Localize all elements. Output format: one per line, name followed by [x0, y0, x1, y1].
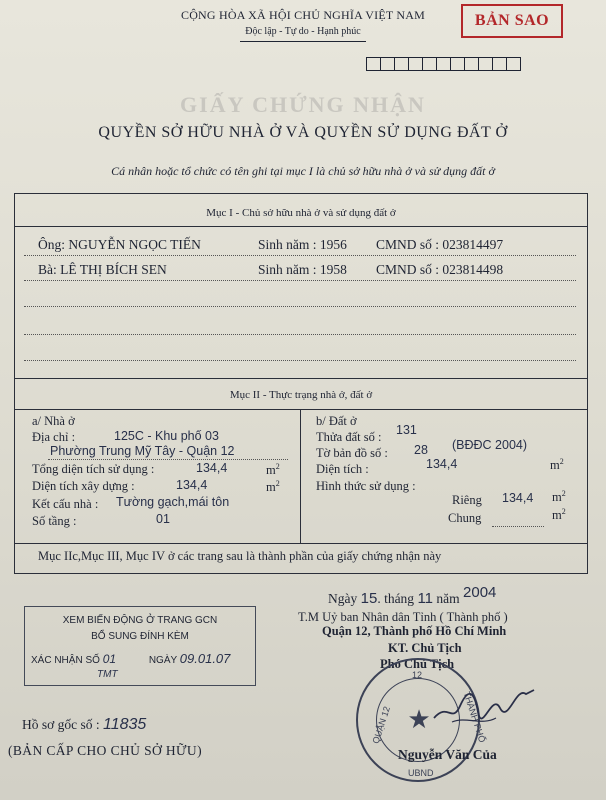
issue-date: Ngày 15. tháng 11 năm 2004 [328, 584, 497, 607]
owner1-birth-year: Sinh năm : 1956 [258, 237, 347, 252]
address-underline [48, 459, 288, 460]
file-number: Hồ sơ gốc số : 11835 [22, 716, 147, 733]
amendment-stamp-box [24, 606, 256, 686]
signature [430, 672, 540, 732]
owner1-underline [24, 255, 576, 256]
floors-label: Số tầng : [32, 514, 77, 528]
section2-top-rule [14, 378, 588, 379]
total-area-value: 134,4 [196, 461, 228, 475]
section2-heading-rule [14, 409, 588, 410]
land-area-label: Diện tích : [316, 462, 369, 476]
certificate-title: GIẤY CHỨNG NHẬN [180, 92, 426, 117]
section2-divider [300, 410, 301, 543]
land-label: b/ Đất ở [316, 414, 357, 428]
map-sheet-label: Tờ bản đồ số : [316, 446, 388, 460]
section1-heading-rule [14, 226, 588, 227]
private-use-unit: $m^2$ [552, 489, 566, 505]
signatory-line2: Quận 12, Thành phố Hồ Chí Minh [322, 624, 507, 638]
shared-use-unit: $m^2$ [552, 507, 566, 523]
map-sheet-value: 28 [414, 443, 428, 457]
national-motto: Độc lập - Tự do - Hạnh phúc [245, 26, 361, 37]
plot-number-label: Thửa đất số : [316, 430, 382, 444]
land-area-value: 134,4 [426, 457, 458, 471]
structure-value: Tường gạch,mái tôn [116, 495, 230, 509]
private-use-value: 134,4 [502, 491, 534, 505]
blank-line [24, 334, 576, 335]
official-seal: ★ 12 QUẬN 12 THÀNH PHỐ UBND [356, 658, 480, 782]
owner2-name: Bà: LÊ THỊ BÍCH SEN [38, 262, 167, 277]
usage-form-label: Hình thức sử dụng : [316, 479, 416, 493]
shared-use-underline [492, 526, 544, 527]
blank-line [24, 360, 576, 361]
section1-heading: Mục I - Chủ sở hữu nhà ở và sử dụng đất ở [206, 207, 396, 219]
total-area-label: Tổng diện tích sử dụng : [32, 462, 155, 476]
stamp-box-confirm: XÁC NHẬN SỐ 01 NGÀY 09.01.07 [31, 651, 231, 666]
map-sheet-note: (BĐĐC 2004) [452, 438, 528, 452]
stamp-box-line2: BỔ SUNG ĐÍNH KÈM [91, 631, 189, 642]
footer-note-rule [14, 543, 588, 544]
stamp-box-line1: XEM BIẾN ĐỘNG Ở TRANG GCN [62, 615, 218, 626]
owner2-underline [24, 280, 576, 281]
built-area-unit: $m^2$ [266, 479, 280, 495]
motto-underline [240, 41, 366, 42]
blank-line [24, 306, 576, 307]
plot-number-value: 131 [396, 423, 417, 437]
signatory-line3: KT. Chủ Tịch [388, 641, 462, 655]
land-area-unit: $m^2$ [550, 457, 564, 473]
house-label: a/ Nhà ở [32, 414, 75, 428]
issued-to-owner: (BẢN CẤP CHO CHỦ SỞ HỮU) [8, 743, 202, 758]
house-address-value-line2: Phường Trung Mỹ Tây - Quận 12 [50, 444, 235, 458]
built-area-value: 134,4 [176, 478, 208, 492]
owner2-id-number: CMND số : 023814498 [376, 262, 504, 277]
copy-stamp: BẢN SAO [461, 4, 563, 38]
owner1-id-number: CMND số : 023814497 [376, 237, 504, 252]
serial-number-boxes [366, 57, 520, 71]
owner1-name: Ông: NGUYỄN NGỌC TIẾN [38, 237, 201, 252]
structure-label: Kết cấu nhà : [32, 497, 99, 511]
owner2-birth-year: Sinh năm : 1958 [258, 262, 347, 277]
certificate-intro: Cá nhân hoặc tổ chức có tên ghi tại mục I là chủ sở hữu nhà ở và sử dụng đất ở [111, 164, 495, 178]
house-address-label: Địa chỉ : [32, 430, 76, 444]
house-address-value: 125C - Khu phố 03 [114, 429, 219, 443]
built-area-label: Diện tích xây dựng : [32, 479, 135, 493]
private-use-label: Riêng [452, 493, 482, 507]
certificate-subtitle: QUYỀN SỞ HỮU NHÀ Ở VÀ QUYỀN SỬ DỤNG ĐẤT Ở [98, 124, 508, 141]
signatory-line4: Phó Chủ Tịch [380, 657, 455, 671]
total-area-unit: $m^2$ [266, 462, 280, 478]
section2-heading: Mục II - Thực trạng nhà ở, đất ở [229, 389, 373, 401]
signatory-line1: T.M Uỷ ban Nhân dân Tỉnh ( Thành phố ) [298, 610, 508, 624]
floors-value: 01 [156, 512, 170, 526]
shared-use-label: Chung [448, 511, 482, 525]
stamp-box-initials: TMT [97, 669, 118, 680]
footer-note: Mục IIc,Mục III, Mục IV ở các trang sau là thành phần của giấy chứng nhận này [38, 549, 442, 563]
country-name: CỘNG HÒA XÃ HỘI CHỦ NGHĨA VIỆT NAM [180, 8, 426, 22]
signatory-name: Nguyễn Văn Của [398, 747, 497, 762]
